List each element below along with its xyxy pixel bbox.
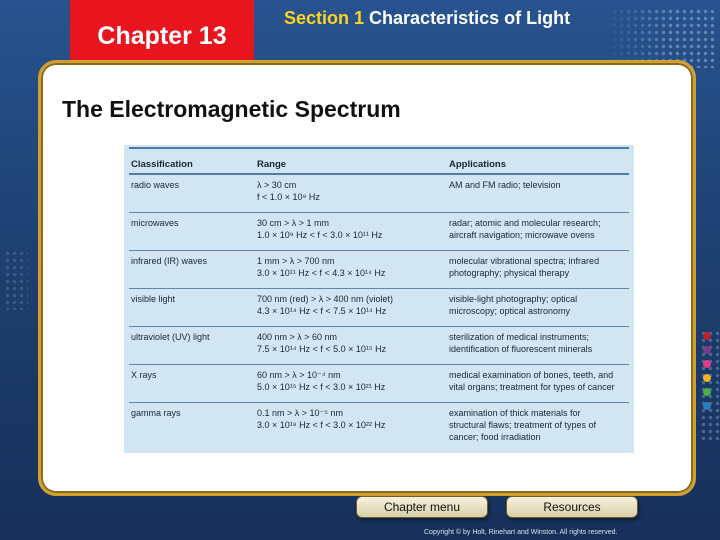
application-line: photography; physical therapy — [449, 268, 570, 278]
application-line: medical examination of bones, teeth, and — [449, 370, 614, 380]
decorative-circle — [703, 360, 711, 368]
range-line: f < 1.0 × 10⁹ Hz — [257, 192, 320, 202]
range-line: 0.1 nm > λ > 10⁻⁵ nm — [257, 408, 344, 418]
cell-classification: radio waves — [129, 174, 255, 213]
table-row — [129, 213, 629, 251]
copyright-text: Copyright © by Holt, Rinehart and Winston. All rights reserved. — [424, 529, 618, 536]
cell-applications — [447, 289, 629, 327]
cell-range — [255, 327, 447, 365]
range-line: 1 mm > λ > 700 nm — [257, 256, 335, 266]
cell-classification: infrared (IR) waves — [129, 251, 255, 289]
chapter-label: Chapter 13 — [97, 22, 227, 50]
decorative-circle — [703, 346, 711, 354]
application-line: AM and FM radio; television — [449, 180, 561, 190]
cell-classification: X rays — [129, 365, 255, 403]
chapter-menu-button[interactable]: Chapter menu — [356, 496, 488, 518]
cell-classification: ultraviolet (UV) light — [129, 327, 255, 365]
spectrum-table-container — [124, 145, 634, 453]
decorative-circles — [700, 332, 714, 416]
cell-range — [255, 365, 447, 403]
header-applications: Applications — [447, 148, 629, 174]
table-row — [129, 327, 629, 365]
cell-range — [255, 174, 447, 213]
table-row — [129, 403, 629, 447]
range-line: λ > 30 cm — [257, 180, 297, 190]
range-line: 700 nm (red) > λ > 400 nm (violet) — [257, 294, 394, 304]
application-line: visible-light photography; optical — [449, 294, 578, 304]
header-range: Range — [255, 148, 447, 174]
range-line: 5.0 × 10¹⁵ Hz < f < 3.0 × 10²¹ Hz — [257, 382, 386, 392]
section-number: Section 1 — [284, 8, 365, 28]
range-line: 7.5 × 10¹⁴ Hz < f < 5.0 × 10¹⁵ Hz — [257, 344, 387, 354]
cell-classification: microwaves — [129, 213, 255, 251]
cell-applications — [447, 174, 629, 213]
application-line: radar; atomic and molecular research; — [449, 218, 601, 228]
application-line: structural flaws; treatment of types of — [449, 420, 597, 430]
application-line: vital organs; treatment for types of cancer — [449, 382, 615, 392]
application-line: microscopy; optical astronomy — [449, 306, 571, 316]
spectrum-table — [129, 147, 629, 446]
cell-applications — [447, 403, 629, 447]
cell-range — [255, 289, 447, 327]
cell-applications — [447, 327, 629, 365]
decorative-dot-grid-left — [4, 250, 28, 310]
range-line: 3.0 × 10¹¹ Hz < f < 4.3 × 10¹⁴ Hz — [257, 268, 386, 278]
table-row — [129, 251, 629, 289]
section-title — [284, 6, 584, 30]
table-row — [129, 365, 629, 403]
cell-classification: visible light — [129, 289, 255, 327]
cell-applications — [447, 251, 629, 289]
application-line: examination of thick materials for — [449, 408, 581, 418]
decorative-circle — [703, 332, 711, 340]
range-line: 3.0 × 10¹⁸ Hz < f < 3.0 × 10²² Hz — [257, 420, 386, 430]
resources-button[interactable]: Resources — [506, 496, 638, 518]
cell-applications — [447, 365, 629, 403]
range-line: 30 cm > λ > 1 mm — [257, 218, 330, 228]
application-line: aircraft navigation; microwave ovens — [449, 230, 595, 240]
range-line: 4.3 × 10¹⁴ Hz < f < 7.5 × 10¹⁴ Hz — [257, 306, 387, 316]
decorative-dot-grid — [604, 8, 714, 68]
application-line: sterilization of medical instruments; — [449, 332, 590, 342]
application-line: cancer; food irradiation — [449, 432, 541, 442]
page-title: The Electromagnetic Spectrum — [62, 96, 401, 122]
cell-range — [255, 403, 447, 447]
decorative-circle — [703, 388, 711, 396]
cell-range — [255, 251, 447, 289]
cell-applications — [447, 213, 629, 251]
section-name: Characteristics of Light — [364, 8, 571, 28]
range-line: 400 nm > λ > 60 nm — [257, 332, 338, 342]
range-line: 1.0 × 10⁹ Hz < f < 3.0 × 10¹¹ Hz — [257, 230, 383, 240]
application-line: identification of fluorescent minerals — [449, 344, 593, 354]
range-line: 60 nm > λ > 10⁻⁴ nm — [257, 370, 341, 380]
table-row — [129, 174, 629, 213]
application-line: molecular vibrational spectra; infrared — [449, 256, 600, 266]
cell-classification: gamma rays — [131, 408, 181, 418]
header-classification: Classification — [129, 148, 255, 174]
decorative-circle — [703, 374, 711, 382]
decorative-circle — [703, 402, 711, 410]
table-row — [129, 289, 629, 327]
table-header-row — [129, 148, 629, 174]
cell-range — [255, 213, 447, 251]
